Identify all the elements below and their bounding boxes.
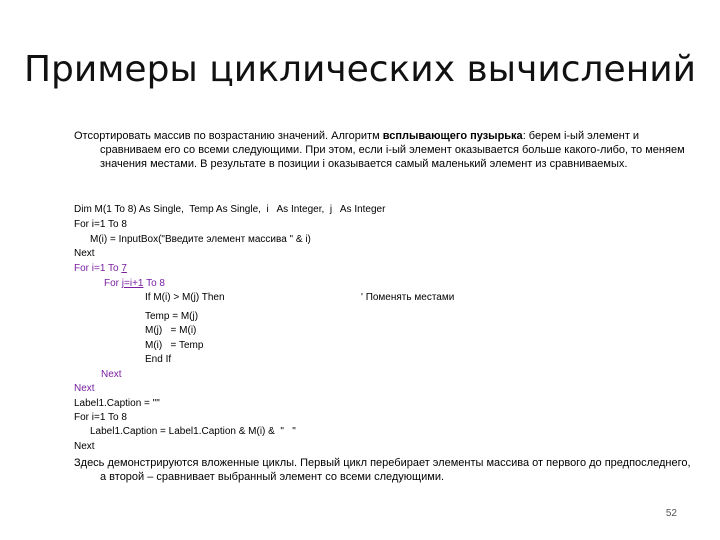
code-line-5-b: 7: [121, 263, 127, 274]
intro-bold-term: всплывающего пузырька: [382, 130, 523, 142]
code-line-5: [74, 262, 127, 275]
code-line-13: Next: [74, 383, 95, 394]
slide-title: Примеры циклических вычислений: [23, 49, 697, 90]
page-number: 52: [665, 508, 677, 519]
code-line-17: Next: [74, 441, 95, 452]
code-line-9: M(j) = M(i): [145, 325, 197, 336]
code-line-6-b: j=i+1: [121, 278, 144, 289]
code-comment: ' Поменять местами: [361, 292, 455, 303]
code-line-11: End If: [145, 354, 172, 365]
code-line-3: M(i) = InputBox("Введите элемент массива " & i): [90, 234, 311, 245]
outro-text: Здесь демонстрируются вложенные циклы. Первый цикл перебирает элементы массива от первого до предпоследнего, а второй – сравнивает выбранный элемент со всеми следующими.: [74, 457, 691, 483]
intro-paragraph: [74, 129, 694, 171]
intro-text-b: : берем i-ый элемент и сравниваем его со всеми следующими. При этом, если i-ый элемент оказывается больше какого-либо, то меняем значения местами. В результате в позиции i оказывается самый маленький элемент из сравниваемых.: [100, 130, 685, 170]
code-line-16: Label1.Caption = Label1.Caption & M(i) & " ": [90, 426, 296, 437]
code-line-10: M(i) = Temp: [145, 340, 204, 351]
code-line-14: Label1.Caption = "": [74, 398, 160, 409]
code-line-2: For i=1 To 8: [74, 219, 127, 230]
intro-text-a: Отсортировать массив по возрастанию значений. Алгоритм: [74, 130, 383, 142]
code-line-6: [104, 277, 165, 290]
code-line-6-a: For: [104, 278, 122, 289]
code-line-4: Next: [74, 248, 95, 259]
outro-paragraph: [74, 456, 694, 484]
code-line-8: Temp = M(j): [145, 311, 199, 322]
code-line-6-c: To 8: [143, 278, 165, 289]
code-line-15: For i=1 To 8: [74, 412, 127, 423]
code-line-5-a: For i=1 To: [74, 263, 122, 274]
code-line-7: If M(i) > M(j) Then: [145, 292, 225, 303]
code-line-1: Dim M(1 To 8) As Single, Temp As Single, i As Integer, j As Integer: [74, 204, 386, 215]
code-line-12: Next: [101, 369, 122, 380]
